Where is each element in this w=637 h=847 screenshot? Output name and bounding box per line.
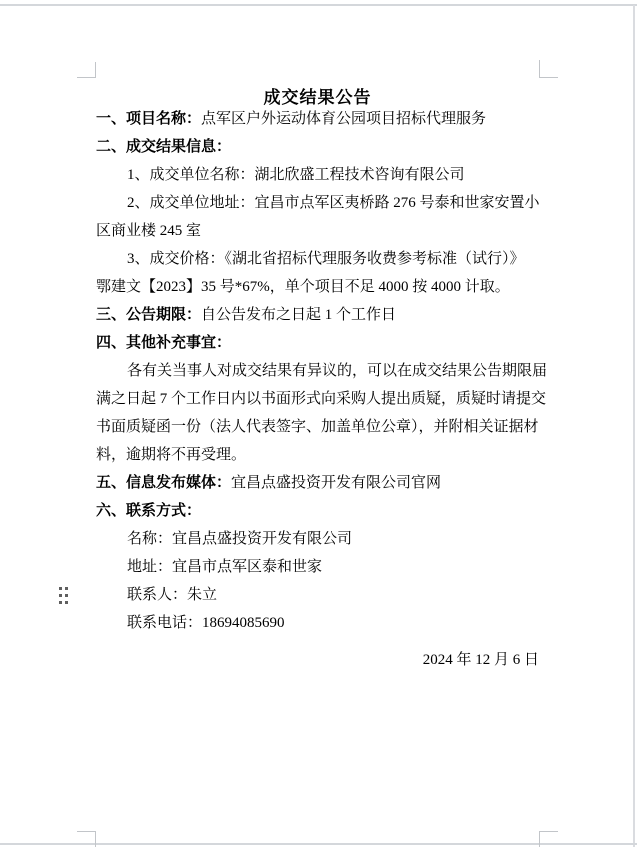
line-text: 鄂建文【2023】35 号*67%，单个项目不足 4000 按 4000 计取。 bbox=[96, 279, 510, 295]
document-line bbox=[96, 413, 539, 441]
document-line bbox=[96, 385, 547, 413]
line-text: 书面质疑函一份（法人代表签字、加盖单位公章），并附相关证据材 bbox=[96, 419, 539, 435]
page-margin-mark-bottom-left bbox=[95, 831, 96, 847]
line-text: 联系人：朱立 bbox=[127, 587, 218, 603]
window-top-border bbox=[0, 4, 637, 6]
page-margin-mark-top-right bbox=[539, 60, 540, 78]
line-heading: 五、信息发布媒体： bbox=[96, 475, 232, 491]
page-margin-mark-top-left bbox=[95, 62, 96, 78]
document-line bbox=[96, 357, 548, 385]
document-line bbox=[96, 581, 539, 609]
line-text: 3、成交价格：《湖北省招标代理服务收费参考标准（试行）》 bbox=[127, 251, 525, 267]
document-line bbox=[96, 301, 539, 329]
document-line bbox=[96, 273, 539, 301]
line-heading: 三、公告期限： bbox=[96, 307, 202, 323]
document-line bbox=[96, 161, 539, 189]
line-text: 2、成交单位地址：宜昌市点军区夷桥路 276 号泰和世家安置小 bbox=[127, 195, 540, 211]
document-line bbox=[96, 441, 539, 469]
page-margin-mark-top-right bbox=[539, 77, 558, 78]
line-text: 点军区户外运动体育公园项目招标代理服务 bbox=[201, 111, 487, 127]
document-line bbox=[96, 497, 539, 525]
document-line bbox=[96, 217, 539, 245]
page-margin-mark-top-left bbox=[77, 77, 96, 78]
document-line bbox=[96, 525, 539, 553]
line-text: 名称：宜昌点盛投资开发有限公司 bbox=[127, 531, 353, 547]
document-body bbox=[96, 105, 548, 637]
document-line bbox=[96, 189, 539, 217]
document-line bbox=[96, 105, 539, 133]
line-text: 料，逾期将不再受理。 bbox=[96, 447, 247, 463]
page-margin-mark-bottom-left bbox=[77, 831, 96, 832]
line-text: 各有关当事人对成交结果有异议的，可以在成交结果公告期限届 bbox=[127, 363, 548, 379]
line-text: 1、成交单位名称：湖北欣盛工程技术咨询有限公司 bbox=[127, 167, 465, 183]
line-text: 区商业楼 245 室 bbox=[96, 223, 202, 239]
document-title: 成交结果公告 bbox=[263, 88, 372, 107]
page-margin-mark-bottom-right bbox=[539, 831, 558, 832]
drag-handle-icon[interactable] bbox=[59, 587, 68, 604]
line-heading: 四、其他补充事宜： bbox=[96, 335, 232, 351]
document-date: 2024 年 12 月 6 日 bbox=[422, 652, 539, 668]
line-heading: 一、项目名称： bbox=[96, 111, 202, 127]
line-text: 自公告发布之日起 1 个工作日 bbox=[201, 307, 397, 323]
document-line bbox=[96, 469, 539, 497]
page-margin-mark-bottom-right bbox=[539, 831, 540, 847]
line-heading: 二、成交结果信息： bbox=[96, 139, 232, 155]
line-text: 联系电话：18694085690 bbox=[127, 615, 285, 631]
document-line bbox=[96, 609, 539, 637]
document-line bbox=[96, 553, 539, 581]
document-line bbox=[96, 245, 539, 273]
document-line bbox=[96, 133, 539, 161]
line-text: 宜昌点盛投资开发有限公司官网 bbox=[231, 475, 442, 491]
line-text: 满之日起 7 个工作日内以书面形式向采购人提出质疑，质疑时请提交 bbox=[96, 391, 547, 407]
line-heading: 六、联系方式： bbox=[96, 503, 202, 519]
window-right-border bbox=[633, 5, 635, 847]
document-line bbox=[96, 329, 539, 357]
line-text: 地址：宜昌市点军区泰和世家 bbox=[127, 559, 323, 575]
